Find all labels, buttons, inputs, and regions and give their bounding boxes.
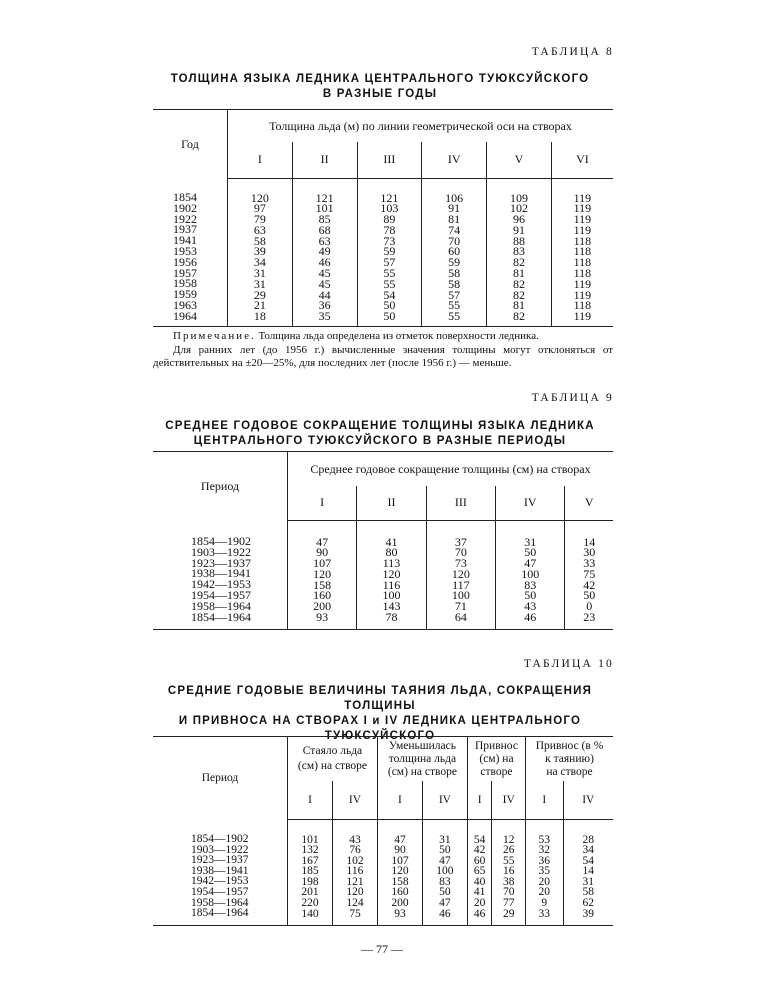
data-column: 43 76 102 116 121 120 124 75 xyxy=(332,819,377,926)
table10-label: ТАБЛИЦА 10 xyxy=(523,658,614,670)
data-column: 54 42 60 65 40 41 20 46 xyxy=(467,819,492,926)
data-column: 120 97 79 63 58 39 34 31 31 29 21 18 xyxy=(228,178,293,327)
section-header: IV xyxy=(332,781,377,819)
data-column: 53 32 36 35 20 20 9 33 xyxy=(526,819,563,926)
table10 xyxy=(153,736,613,926)
table8-title-line1: ТОЛЩИНА ЯЗЫКА ЛЕДНИКА ЦЕНТРАЛЬНОГО ТУЮКСУЙСКОГО xyxy=(170,73,590,85)
note-text: Толщина льда определена из отметок поверхности ледника. xyxy=(258,330,539,342)
section-header: V xyxy=(565,486,613,520)
table9-label: ТАБЛИЦА 9 xyxy=(531,392,614,404)
section-header: I xyxy=(228,142,293,178)
data-column: 47 90 107 120 158 160 200 93 xyxy=(377,819,422,926)
table9-title-line1: СРЕДНЕЕ ГОДОВОЕ СОКРАЩЕНИЕ ТОЛЩИНЫ ЯЗЫКА ЛЕДНИКА xyxy=(165,420,595,432)
table8-note xyxy=(153,330,613,371)
section-header: IV xyxy=(563,781,613,819)
inflow-percent-group-header: Привнос (в % к таянию) на створе xyxy=(526,737,613,782)
period-column: 1854—1902 1903—1922 1923—1937 1938—1941 1942—1953 1954—1957 1958—1964 1854—1964 xyxy=(153,819,288,926)
table10-title xyxy=(150,684,610,744)
table8 xyxy=(153,109,613,327)
section-header: IV xyxy=(422,142,487,178)
data-column: 47 90 107 120 158 160 200 93 xyxy=(288,520,357,629)
year-column: 1854 1902 1922 1937 1941 1953 1956 1957 1958 1959 1963 1964 xyxy=(153,178,228,327)
note-text-2: Для ранних лет (до 1956 г.) вычисленные значения толщины могут отклоняться от действительных на ±20—25%, для последних лет (после 1956 г.) — меньше. xyxy=(153,343,613,369)
data-column: 12 26 55 16 38 70 77 29 xyxy=(492,819,526,926)
table9 xyxy=(153,451,613,630)
data-column: 41 80 113 120 116 100 143 78 xyxy=(357,520,426,629)
section-header: III xyxy=(426,486,495,520)
data-column: 101 132 167 185 198 201 220 140 xyxy=(288,819,333,926)
section-header: I xyxy=(288,781,333,819)
section-header: I xyxy=(467,781,492,819)
page-number: — 77 — xyxy=(361,942,403,956)
reduction-group-header: Среднее годовое сокращение толщины (см) на створах xyxy=(288,452,614,487)
section-header: VI xyxy=(551,142,613,178)
data-column: 28 34 54 14 31 58 62 39 xyxy=(563,819,613,926)
inflow-group-header: Привнос (см) на створе xyxy=(467,737,525,782)
section-header: I xyxy=(377,781,422,819)
data-column: 31 50 47 100 83 50 47 46 xyxy=(422,819,467,926)
note-label: Примечание. xyxy=(173,330,256,342)
section-header: II xyxy=(292,142,357,178)
thickness-group-header: Толщина льда (м) по линии геометрической оси на створах xyxy=(228,110,614,143)
table8-title-line2: В РАЗНЫЕ ГОДЫ xyxy=(322,88,438,100)
table9-title-line2: ЦЕНТРАЛЬНОГО ТУЮКСУЙСКОГО В РАЗНЫЕ ПЕРИОДЫ xyxy=(193,435,567,447)
data-column: 106 91 81 74 70 60 59 58 58 57 55 55 xyxy=(422,178,487,327)
data-column: 121 101 85 68 63 49 46 45 45 44 36 35 xyxy=(292,178,357,327)
data-column: 37 70 73 120 117 100 71 64 xyxy=(426,520,495,629)
melted-group-header: Стаяло льда (см) на створе xyxy=(288,737,378,782)
data-column: 119 119 119 119 118 118 118 118 119 119 118 119 xyxy=(551,178,613,327)
period-column-header: Период xyxy=(153,737,288,820)
year-column-header: Год xyxy=(153,110,228,179)
thinning-group-header: Уменьшилась толщина льда (см) на створе xyxy=(377,737,467,782)
table9-title xyxy=(150,419,610,449)
table10-title-line1: СРЕДНИЕ ГОДОВЫЕ ВЕЛИЧИНЫ ТАЯНИЯ ЛЬДА, СОКРАЩЕНИЯ ТОЛЩИНЫ xyxy=(167,685,593,712)
section-header: IV xyxy=(492,781,526,819)
section-header: IV xyxy=(496,486,565,520)
table8-title xyxy=(150,72,610,102)
table10-title-line2: И ПРИВНОСА НА СТВОРАХ I и IV ЛЕДНИКА ЦЕНТРАЛЬНОГО xyxy=(178,715,582,727)
data-column: 14 30 33 75 42 50 0 23 xyxy=(565,520,613,629)
data-column: 109 102 96 91 88 83 82 81 82 82 81 82 xyxy=(487,178,552,327)
section-header: IV xyxy=(422,781,467,819)
data-column: 121 103 89 78 73 59 57 55 55 54 50 50 xyxy=(357,178,422,327)
period-column-header: Период xyxy=(153,452,288,521)
table8-label: ТАБЛИЦА 8 xyxy=(531,46,614,58)
section-header: I xyxy=(526,781,563,819)
section-header: III xyxy=(357,142,422,178)
table10-title-line3: ТУЮКСУЙСКОГО xyxy=(324,730,436,742)
section-header: V xyxy=(487,142,552,178)
section-header: I xyxy=(288,486,357,520)
data-column: 31 50 47 100 83 50 43 46 xyxy=(496,520,565,629)
period-column: 1854—1902 1903—1922 1923—1937 1938—1941 1942—1953 1954—1957 1958—1964 1854—1964 xyxy=(153,520,288,629)
section-header: II xyxy=(357,486,426,520)
